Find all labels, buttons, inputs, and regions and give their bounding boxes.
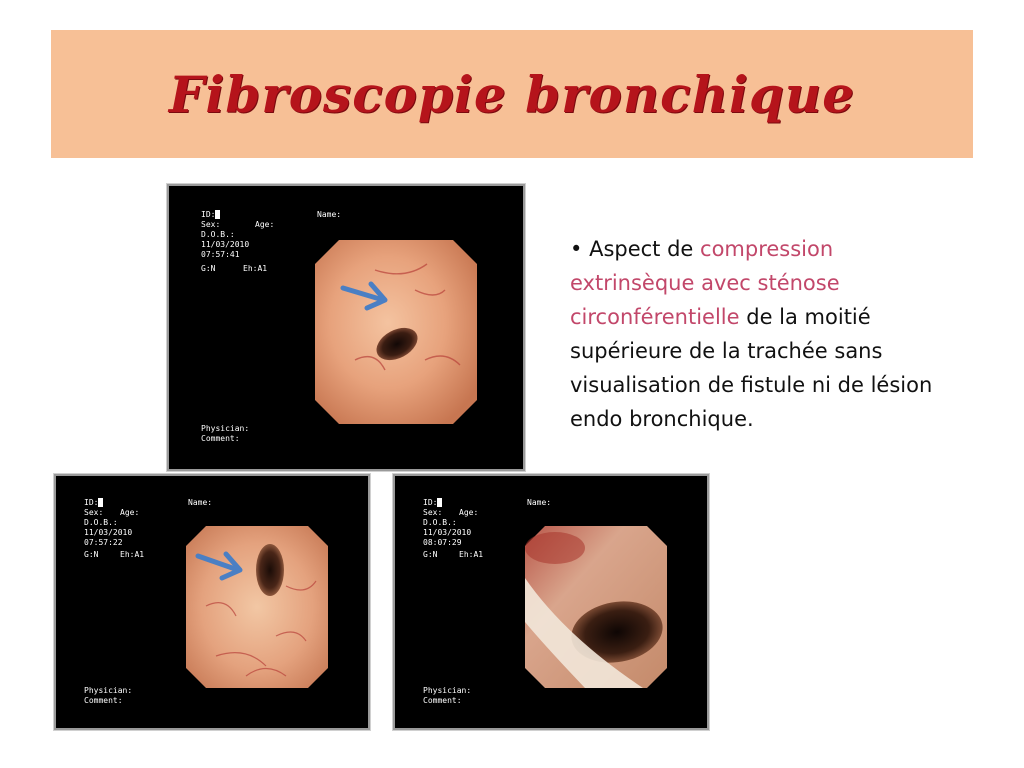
- bullet-highlight: compression extrinsèque avec sténose circonférentielle: [570, 237, 840, 329]
- endoscopy-image-3: [393, 474, 709, 730]
- bullet-text: [570, 232, 940, 436]
- endoscopy-image-2: [54, 474, 370, 730]
- meta-time: 08:07:29: [423, 538, 462, 547]
- meta-date: 11/03/2010: [423, 528, 472, 537]
- meta-date: 11/03/2010: [201, 240, 250, 249]
- meta-id: ID:: [423, 498, 442, 507]
- meta-name: Name:: [527, 498, 552, 507]
- trachea-view-2: [186, 526, 328, 688]
- trachea-view-1: [315, 240, 477, 424]
- meta-time: 07:57:41: [201, 250, 240, 259]
- meta-time: 07:57:22: [84, 538, 123, 547]
- bronchus-view-3: [525, 526, 667, 688]
- meta-age: Age:: [459, 508, 479, 517]
- meta-mode: G:N: [201, 264, 216, 273]
- meta-age: Age:: [255, 220, 275, 229]
- bullet-text-before: Aspect de: [589, 237, 694, 261]
- meta-physician: Physician:: [423, 686, 472, 695]
- meta-eh: Eh:A1: [243, 264, 268, 273]
- meta-dob: D.O.B.:: [84, 518, 118, 527]
- bullet-text-after: de la moitié supérieure de la trachée sans visualisation de fistule ni de lésion endo bronchique.: [570, 305, 933, 431]
- slide-title: Fibroscopie bronchique: [168, 64, 856, 124]
- meta-eh: Eh:A1: [459, 550, 484, 559]
- meta-mode: G:N: [423, 550, 438, 559]
- meta-dob: D.O.B.:: [201, 230, 235, 239]
- bullet-marker: •: [570, 237, 583, 261]
- meta-date: 11/03/2010: [84, 528, 133, 537]
- meta-sex: Sex:: [201, 220, 221, 229]
- meta-comment: Comment:: [201, 434, 240, 443]
- endoscopy-image-1: [167, 184, 525, 471]
- meta-dob: D.O.B.:: [423, 518, 457, 527]
- meta-mode: G:N: [84, 550, 99, 559]
- meta-name: Name:: [188, 498, 213, 507]
- meta-comment: Comment:: [423, 696, 462, 705]
- meta-id: ID:: [84, 498, 103, 507]
- meta-id: ID:: [201, 210, 220, 219]
- meta-eh: Eh:A1: [120, 550, 145, 559]
- meta-sex: Sex:: [423, 508, 443, 517]
- meta-sex: Sex:: [84, 508, 104, 517]
- meta-age: Age:: [120, 508, 140, 517]
- meta-name: Name:: [317, 210, 342, 219]
- meta-comment: Comment:: [84, 696, 123, 705]
- meta-physician: Physician:: [84, 686, 133, 695]
- title-band: [51, 30, 973, 158]
- meta-physician: Physician:: [201, 424, 250, 433]
